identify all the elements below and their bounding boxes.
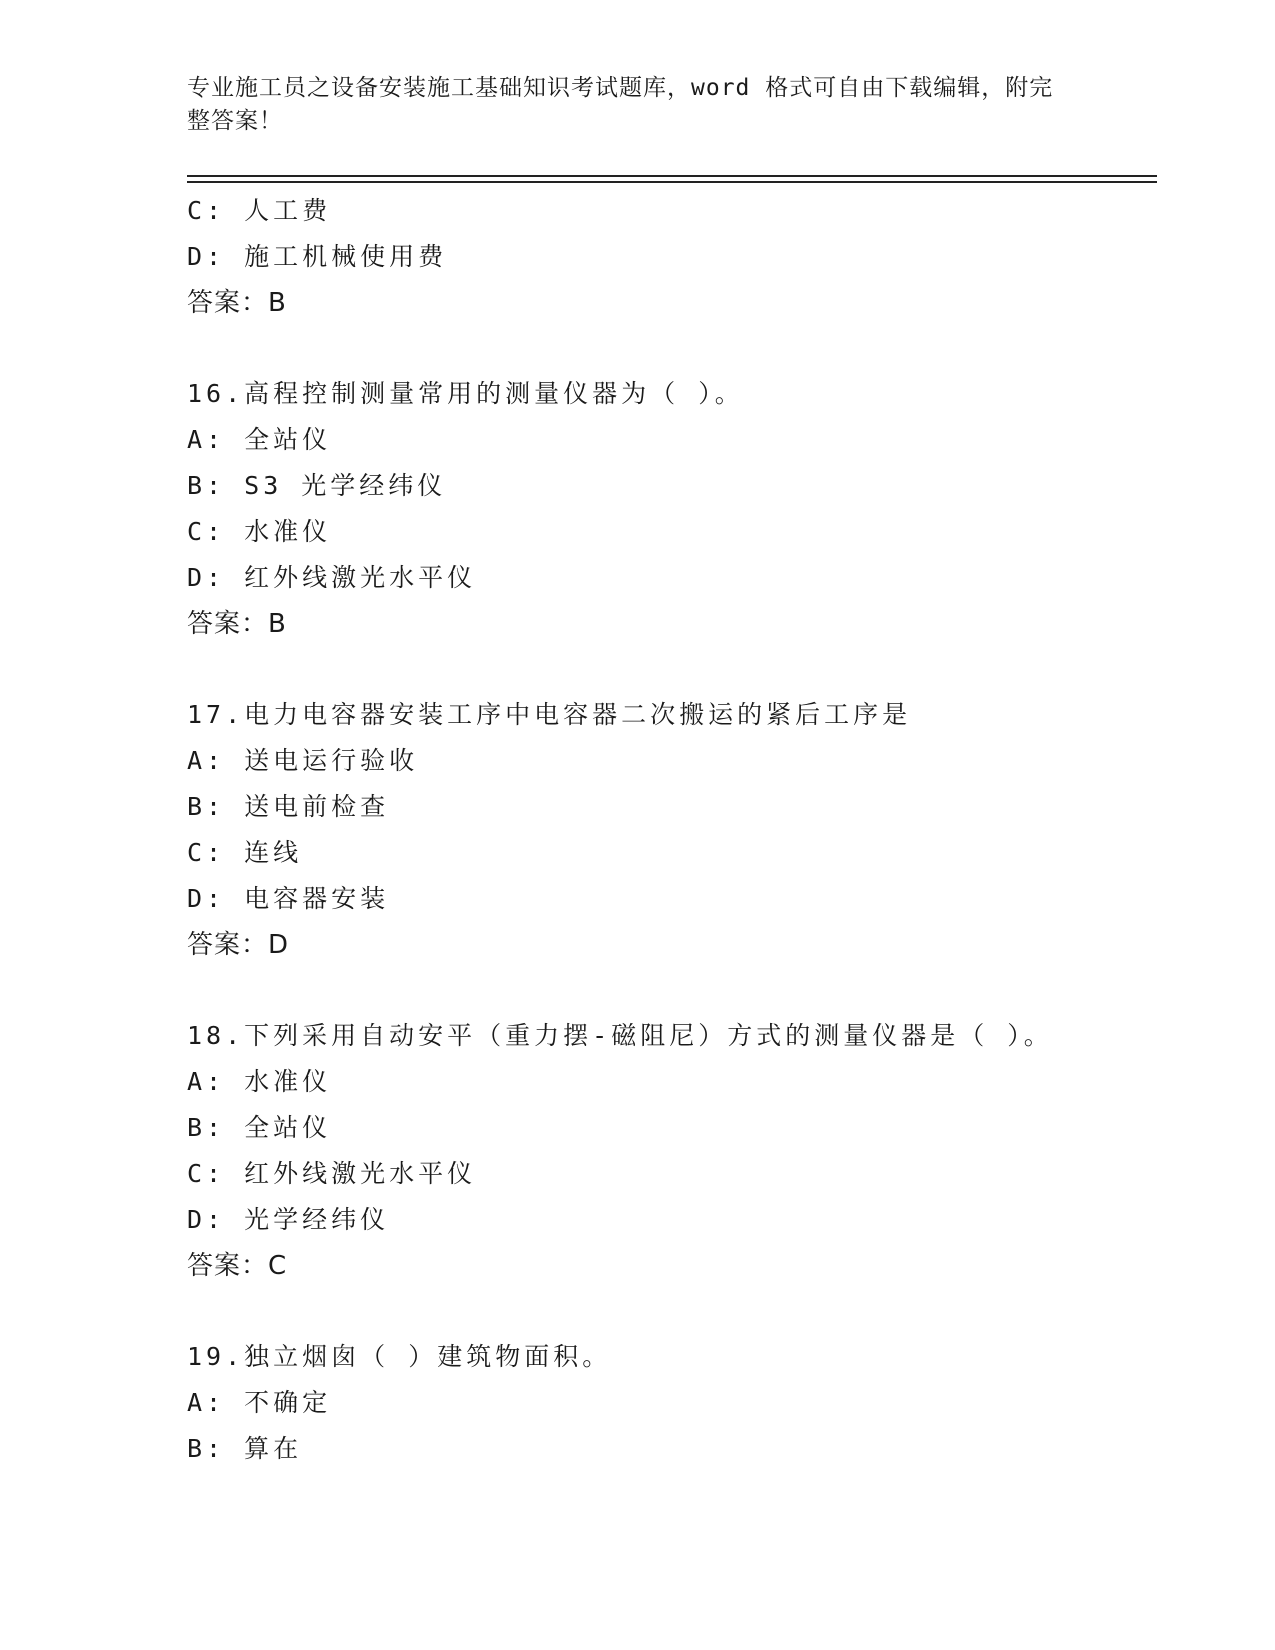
option-d: D: 电容器安装 xyxy=(187,884,390,913)
question-stem: 19.独立烟囱（ ）建筑物面积。 xyxy=(187,1342,612,1371)
question-stem: 16.高程控制测量常用的测量仪器为（ ）。 xyxy=(187,379,744,408)
option-d: D: 红外线激光水平仪 xyxy=(187,563,477,592)
option-c: C: 水准仪 xyxy=(187,517,332,546)
question-18 xyxy=(187,1013,1157,1289)
question-19 xyxy=(187,1334,1157,1472)
spacer xyxy=(187,647,1157,692)
question-15-partial xyxy=(187,188,1157,326)
answer-line: 答案：D xyxy=(187,930,290,960)
option-b: B: S3 光学经纬仪 xyxy=(187,471,447,500)
option-c: C: 人工费 xyxy=(187,196,332,225)
option-c: C: 红外线激光水平仪 xyxy=(187,1159,477,1188)
spacer xyxy=(187,326,1157,371)
option-d: D: 光学经纬仪 xyxy=(187,1205,390,1234)
document-header xyxy=(187,72,1087,138)
option-b: B: 送电前检查 xyxy=(187,792,390,821)
option-a: A: 送电运行验收 xyxy=(187,746,419,775)
answer-line: 答案：B xyxy=(187,609,287,639)
header-divider-top xyxy=(187,175,1157,177)
option-d: D: 施工机械使用费 xyxy=(187,242,448,271)
question-list xyxy=(187,188,1157,1472)
question-stem: 17.电力电容器安装工序中电容器二次搬运的紧后工序是 xyxy=(187,700,912,729)
option-a: A: 不确定 xyxy=(187,1388,332,1417)
spacer xyxy=(187,1289,1157,1334)
answer-line: 答案：C xyxy=(187,1251,288,1281)
answer-line: 答案：B xyxy=(187,288,287,318)
header-title-line-2: 整答案！ xyxy=(187,108,283,134)
question-17 xyxy=(187,692,1157,968)
option-a: A: 水准仪 xyxy=(187,1067,332,1096)
option-b: B: 算在 xyxy=(187,1434,303,1463)
question-stem: 18.下列采用自动安平（重力摆-磁阻尼）方式的测量仪器是（ ）。 xyxy=(187,1021,1053,1050)
header-divider-bottom xyxy=(187,181,1157,183)
header-title-line-1: 专业施工员之设备安装施工基础知识考试题库，word 格式可自由下载编辑，附完 xyxy=(187,75,1054,101)
option-b: B: 全站仪 xyxy=(187,1113,332,1142)
question-16 xyxy=(187,371,1157,647)
spacer xyxy=(187,968,1157,1013)
option-c: C: 连线 xyxy=(187,838,303,867)
option-a: A: 全站仪 xyxy=(187,425,332,454)
